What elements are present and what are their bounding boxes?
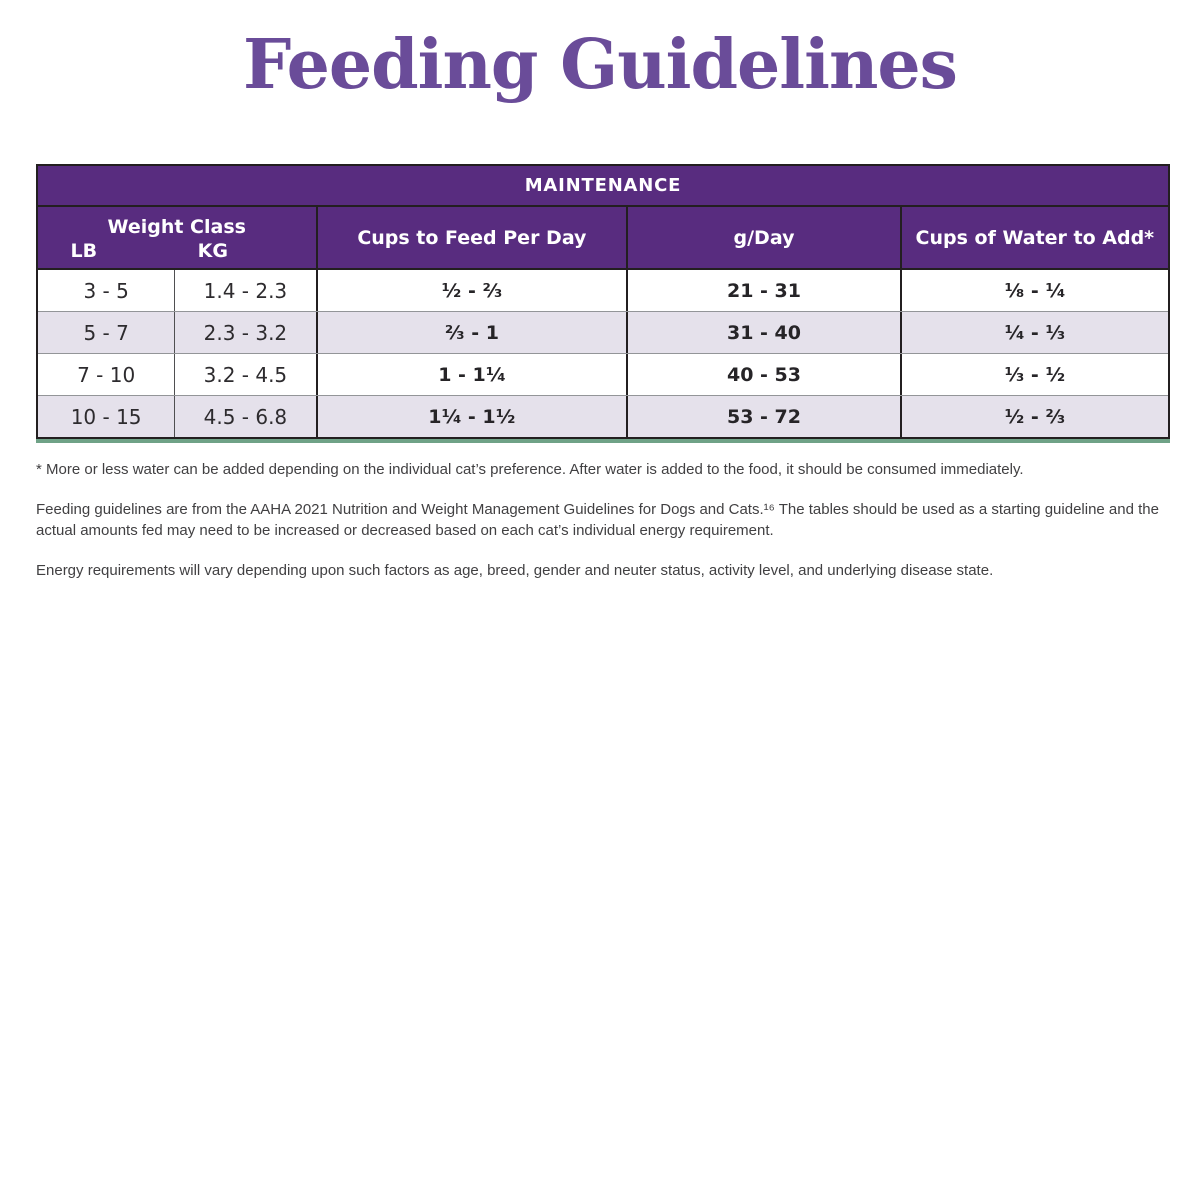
weight-units-row (38, 240, 316, 262)
cell-cups: ¹⁄₂ - ²⁄₃ (316, 270, 627, 311)
header-kg: KG (197, 239, 228, 262)
header-weight-class (38, 207, 316, 268)
cell-water: ¹⁄₃ - ¹⁄₂ (900, 354, 1168, 395)
cell-kg: 4.5 - 6.8 (174, 396, 315, 437)
cell-water: ¹⁄₈ - ¹⁄₄ (900, 270, 1168, 311)
header-g-day: g/Day (626, 207, 899, 268)
source-footnote: Feeding guidelines are from the AAHA 2021 Nutrition and Weight Management Guidelines for Dogs and Cats.¹⁶ The tables should be used as a starting guideline and the actual amounts fed may need to be increased or decreased based on each cat’s individual energy requirement. (36, 501, 1159, 540)
energy-footnote: Energy requirements will vary depending upon such factors as age, breed, gender and neuter status, activity level, and underlying disease state. (36, 562, 994, 580)
page-title: Feeding Guidelines (243, 25, 957, 105)
header-water-to-add: Cups of Water to Add* (900, 207, 1168, 268)
cell-g-day: 40 - 53 (626, 354, 899, 395)
footnotes (36, 459, 1170, 581)
cell-g-day: 31 - 40 (626, 312, 899, 353)
cell-cups: ²⁄₃ - 1 (316, 312, 627, 353)
feeding-table (36, 164, 1170, 443)
table-accent-underline (36, 439, 1170, 443)
cell-cups: 1¹⁄₄ - 1¹⁄₂ (316, 396, 627, 437)
table-header-row (38, 207, 1168, 270)
cell-g-day: 53 - 72 (626, 396, 899, 437)
table-row (38, 395, 1168, 437)
table-band-maintenance: MAINTENANCE (38, 166, 1168, 207)
cell-kg: 3.2 - 4.5 (174, 354, 315, 395)
table-row (38, 270, 1168, 311)
cell-kg: 2.3 - 3.2 (174, 312, 315, 353)
maintenance-table (36, 164, 1170, 439)
cell-lb: 7 - 10 (77, 362, 136, 387)
table-row (38, 311, 1168, 353)
cell-cups: 1 - 1¹⁄₄ (316, 354, 627, 395)
cell-water: ¹⁄₄ - ¹⁄₃ (900, 312, 1168, 353)
header-lb: LB (70, 239, 98, 262)
water-footnote: * More or less water can be added depending on the individual cat’s preference. After water is added to the food, it should be consumed immediately. (36, 461, 1024, 479)
cell-lb: 10 - 15 (70, 404, 142, 429)
cell-kg: 1.4 - 2.3 (174, 270, 315, 311)
cell-g-day: 21 - 31 (626, 270, 899, 311)
cell-water: ¹⁄₂ - ²⁄₃ (900, 396, 1168, 437)
cell-lb: 5 - 7 (83, 320, 129, 345)
cell-lb: 3 - 5 (83, 278, 129, 303)
table-row (38, 353, 1168, 395)
header-cups-per-day: Cups to Feed Per Day (316, 207, 627, 268)
weight-class-label: Weight Class (107, 215, 246, 238)
